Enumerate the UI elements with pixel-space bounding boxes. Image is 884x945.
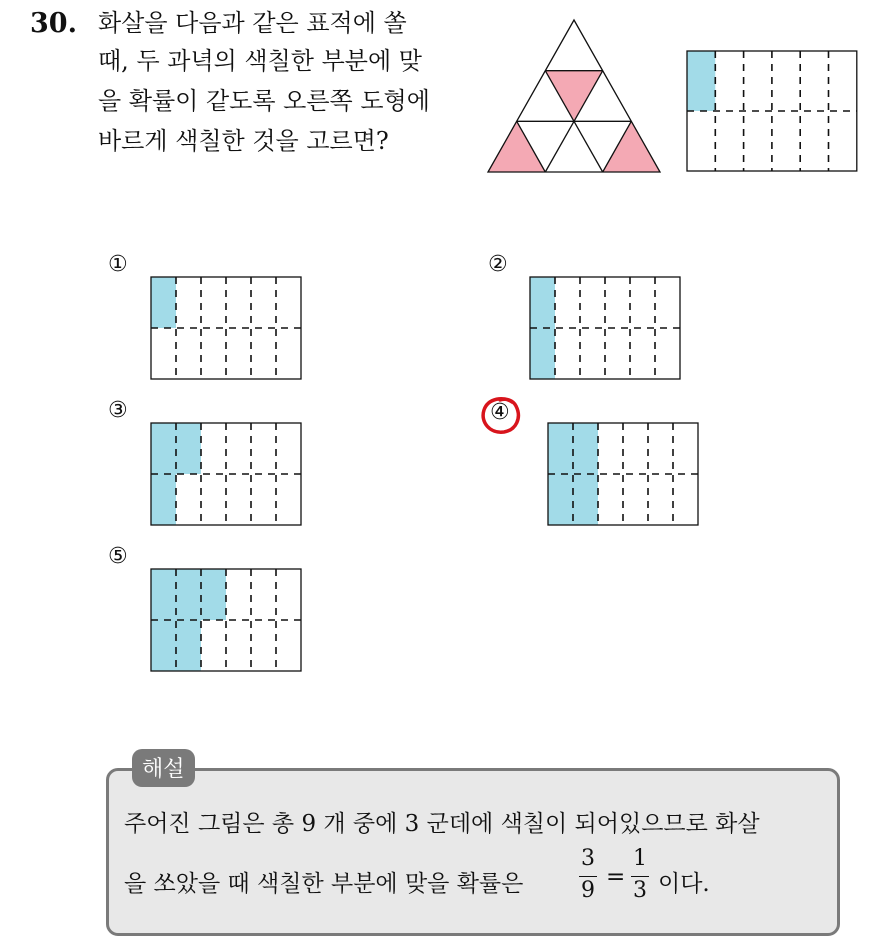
explanation-tag: 해설 [132, 749, 195, 787]
question-line-3: 을 확률이 같도록 오른쪽 도형에 [98, 87, 430, 115]
option-3-grid[interactable] [150, 422, 302, 526]
option-1-grid[interactable] [150, 276, 302, 380]
option-grid-shaded-cell [151, 277, 176, 328]
option-grid-shaded-cell [176, 620, 201, 671]
option-4-label[interactable]: ④ [490, 400, 510, 425]
question-line-4: 바르게 색칠한 것을 고르면? [98, 127, 389, 155]
triangle-shaded-cell [545, 71, 602, 122]
answer-circle-mark [478, 392, 526, 438]
option-grid-shaded-cell [573, 423, 598, 474]
option-5-grid[interactable] [150, 568, 302, 672]
fraction-2-bar [631, 876, 649, 877]
explanation-line-1: 주어진 그림은 총 9 개 중에 3 군데에 색칠이 되어있으므로 화살 [124, 811, 760, 837]
option-grid-shaded-cell [201, 569, 226, 620]
option-4-grid[interactable] [547, 422, 699, 526]
question-number: 30. [30, 8, 77, 39]
option-grid-shaded-cell [176, 423, 201, 474]
question-line-2: 때, 두 과녁의 색칠한 부분에 맞 [98, 47, 422, 75]
triangle-shaded-cell [603, 121, 660, 172]
option-grid-shaded-cell [176, 569, 201, 620]
fraction-1-denominator: 9 [581, 878, 595, 903]
fraction-2-numerator: 1 [633, 846, 647, 871]
option-grid-shaded-cell [530, 277, 555, 328]
option-grid-shaded-cell [151, 423, 176, 474]
explanation-line-2-end: 이다. [658, 871, 710, 897]
target-grid-shaded-cell [687, 51, 715, 111]
option-grid-shaded-cell [573, 474, 598, 525]
fraction-1-numerator: 3 [581, 846, 595, 871]
explanation-box [106, 768, 840, 936]
option-grid-shaded-cell [151, 474, 176, 525]
triangle-target [486, 18, 662, 174]
option-grid-shaded-cell [530, 328, 555, 379]
equals-sign: = [606, 864, 626, 890]
option-2-label[interactable]: ② [488, 252, 508, 277]
option-1-label[interactable]: ① [108, 252, 128, 277]
fraction-1-bar [579, 876, 597, 877]
question-line-1: 화살을 다음과 같은 표적에 쏠 [98, 9, 407, 37]
option-2-grid[interactable] [529, 276, 681, 380]
option-grid-shaded-cell [151, 620, 176, 671]
triangle-shaded-cell [488, 121, 545, 172]
option-3-label[interactable]: ③ [108, 398, 128, 423]
option-grid-shaded-cell [548, 423, 573, 474]
option-5-label[interactable]: ⑤ [108, 544, 128, 569]
fraction-2-denominator: 3 [633, 878, 647, 903]
target-grid [686, 50, 858, 172]
option-grid-shaded-cell [548, 474, 573, 525]
explanation-line-2: 을 쏘았을 때 색칠한 부분에 맞을 확률은 [124, 871, 524, 897]
option-grid-shaded-cell [151, 569, 176, 620]
